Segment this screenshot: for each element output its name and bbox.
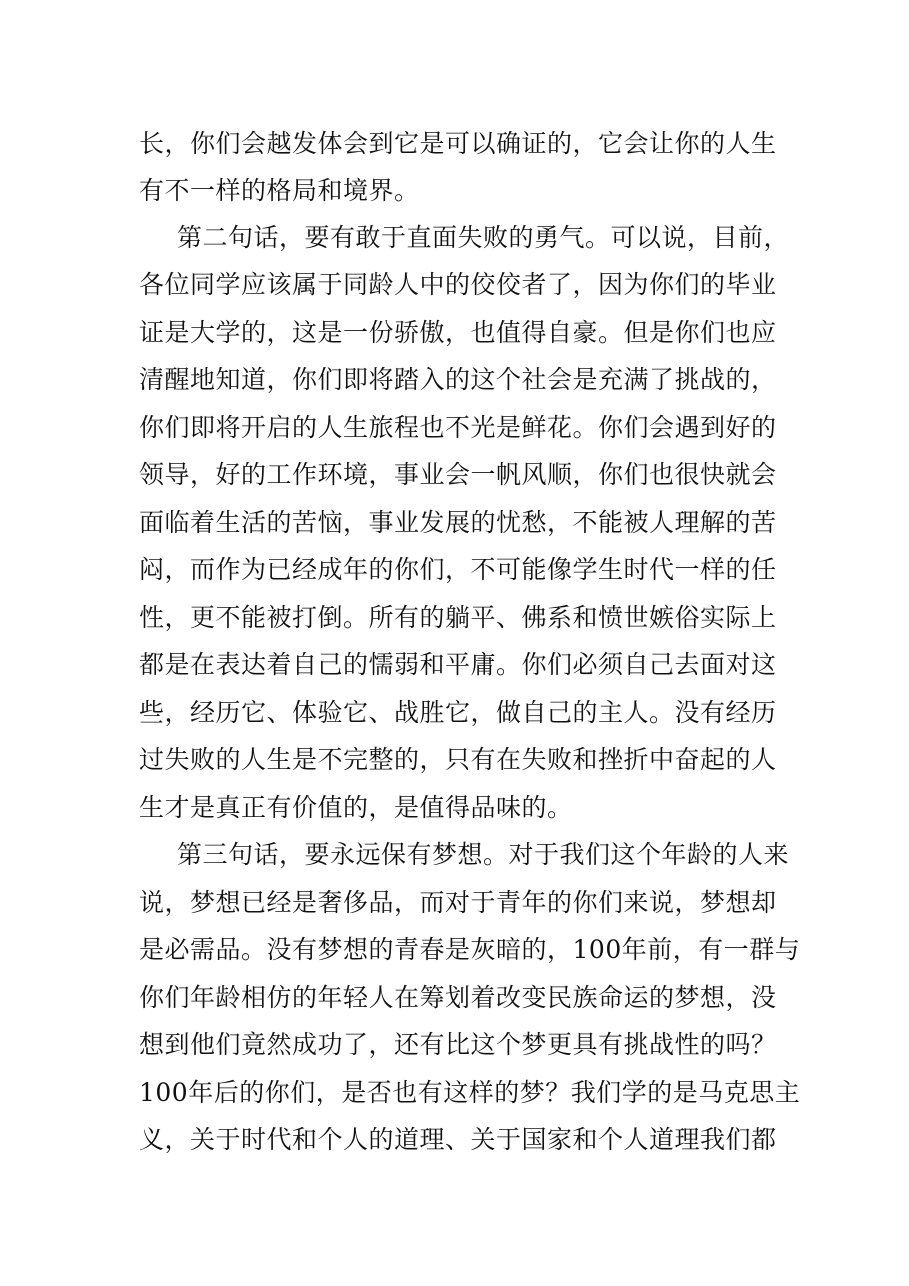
paragraph-first-line: 第三句话，要永远保有梦想。对于我们这个年龄的人来 — [177, 840, 790, 869]
text-line: 想到他们竟然成功了，还有比这个梦更具有挑战性的吗？ — [139, 1030, 777, 1059]
text-line: 100年后的你们，是否也有这样的梦？我们学的是马克思主 — [139, 1078, 801, 1107]
text-line: 你们即将开启的人生旅程也不光是鲜花。你们会遇到好的 — [139, 413, 777, 442]
paragraph-first-line: 第二句话，要有敢于直面失败的勇气。可以说，目前， — [177, 223, 790, 252]
text-line: 长，你们会越发体会到它是可以确证的，它会让你的人生 — [139, 129, 777, 158]
text-line: 各位同学应该属于同龄人中的佼佼者了，因为你们的毕业 — [139, 270, 777, 299]
text-line: 面临着生活的苦恼，事业发展的忧愁，不能被人理解的苦 — [139, 508, 777, 537]
text-line: 都是在表达着自己的懦弱和平庸。你们必须自己去面对这 — [139, 650, 777, 679]
text-line: 些，经历它、体验它、战胜它，做自己的主人。没有经历 — [139, 698, 777, 727]
text-line: 闷，而作为已经成年的你们，不可能像学生时代一样的任 — [139, 555, 777, 584]
text-line: 清醒地知道，你们即将踏入的这个社会是充满了挑战的， — [139, 365, 777, 394]
text-line: 性，更不能被打倒。所有的躺平、佛系和愤世嫉俗实际上 — [139, 603, 777, 632]
text-line: 证是大学的，这是一份骄傲，也值得自豪。但是你们也应 — [139, 318, 777, 347]
text-line: 生才是真正有价值的，是值得品味的。 — [139, 793, 573, 822]
text-line: 义，关于时代和个人的道理、关于国家和个人道理我们都 — [139, 1125, 777, 1154]
text-line: 有不一样的格局和境界。 — [139, 176, 420, 205]
text-line: 是必需品。没有梦想的青春是灰暗的，100年前，有一群与 — [139, 935, 801, 964]
text-line: 说，梦想已经是奢侈品，而对于青年的你们来说，梦想却 — [139, 888, 777, 917]
text-line: 过失败的人生是不完整的，只有在失败和挫折中奋起的人 — [139, 745, 777, 774]
text-line: 你们年龄相仿的年轻人在筹划着改变民族命运的梦想，没 — [139, 983, 777, 1012]
text-line: 领导，好的工作环境，事业会一帆风顺，你们也很快就会 — [139, 460, 777, 489]
